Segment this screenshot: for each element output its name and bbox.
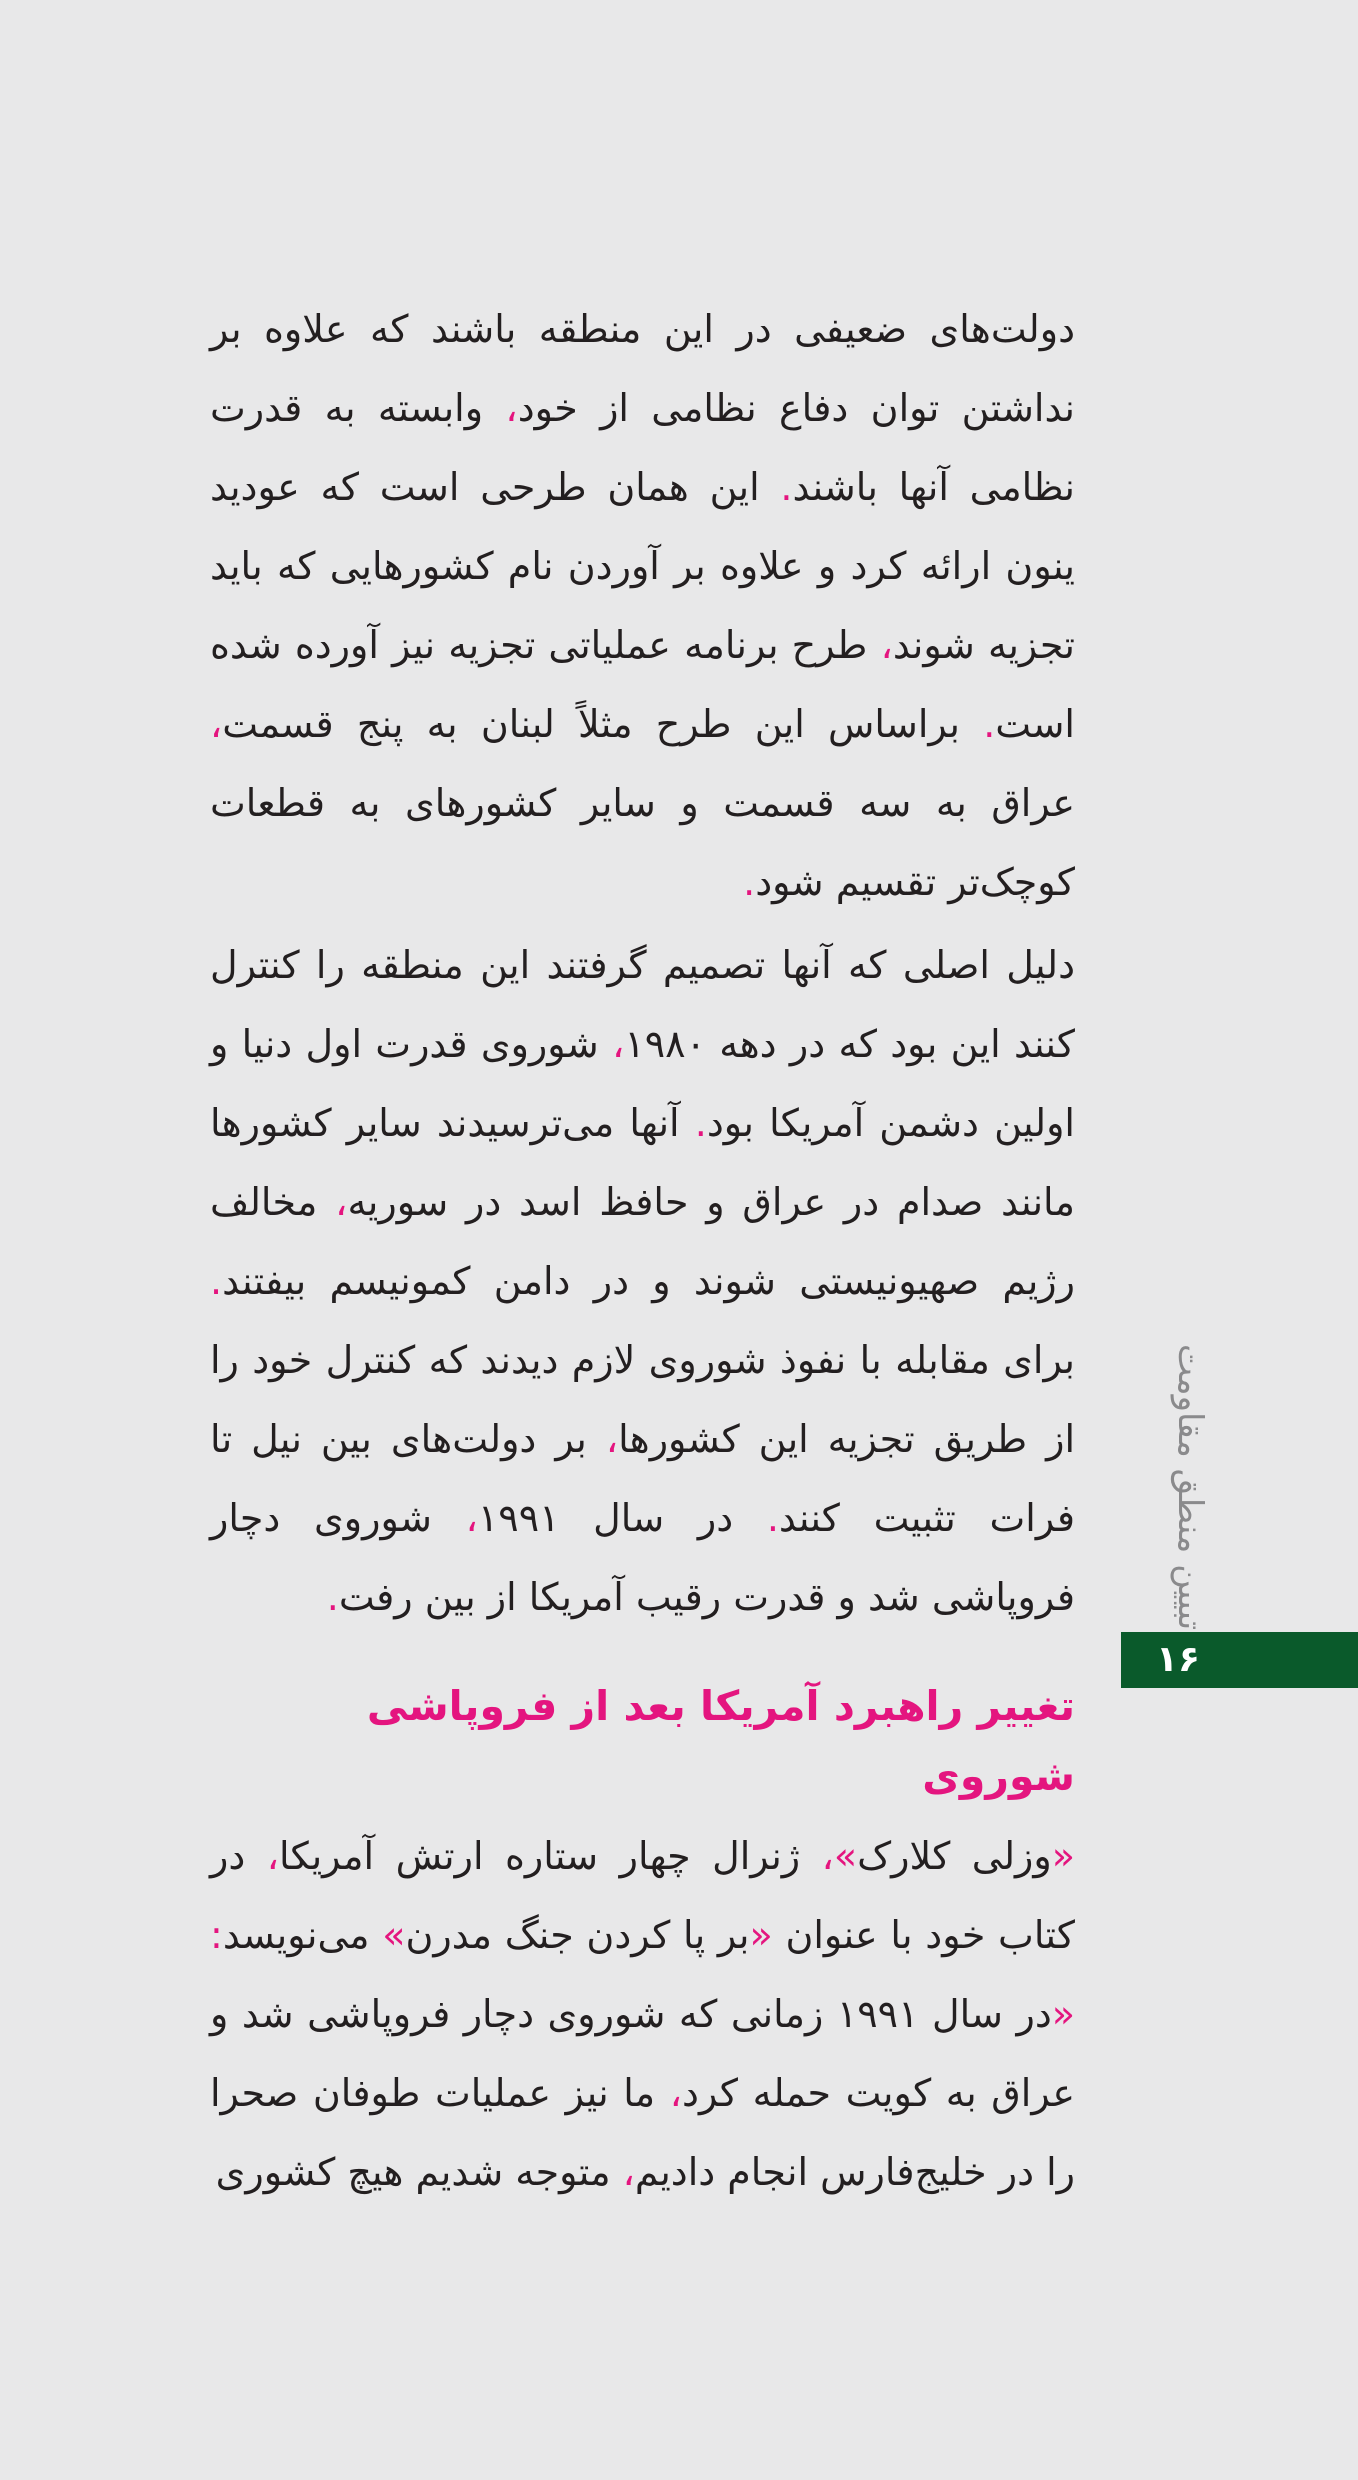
paragraph-3: «وزلی کلارک»، ژنرال چهار ستاره ارتش آمریکا، در کتاب خود با عنوان «بر پا کردن جنگ مدرن» می‌نویسد: «در سال ۱۹۹۱ زمانی که شوروی دچار فروپاشی شد و عراق به کویت حمله کرد، ما نیز عملیات طوفان صحرا را در خلیج‌فارس انجام دادیم، متوجه شدیم هیچ کشوری [210, 1834, 1075, 2194]
body-text [210, 290, 1075, 2216]
running-title: تبیین منطق مقاومت [1170, 1343, 1210, 1630]
paragraph-2: دلیل اصلی که آنها تصمیم گرفتند این منطقه را کنترل کنند این بود که در دهه ۱۹۸۰، شوروی قدرت اول دنیا و اولین دشمن آمریکا بود. آنها می‌ترسیدند سایر کشورها مانند صدام در عراق و حافظ اسد در سوریه، مخالف رژیم صهیونیستی شوند و در دامن کمونیسم بیفتند. برای مقابله با نفوذ شوروی لازم دیدند که کنترل خود را از طریق تجزیه این کشورها، بر دولت‌های بین نیل تا فرات تثبیت کنند. در سال ۱۹۹۱، شوروی دچار فروپاشی شد و قدرت رقیب آمریکا از بین رفت. [210, 943, 1075, 1619]
paragraph-1: دولت‌های ضعیفی در این منطقه باشند که علاوه بر نداشتن توان دفاع نظامی از خود، وابسته به قدرت نظامی آنها باشند. این همان طرحی است که عودید ینون ارائه کرد و علاوه بر آوردن نام کشورهایی که باید تجزیه شوند، طرح برنامه عملیاتی تجزیه نیز آورده شده است. براساس این طرح مثلاً لبنان به پنج قسمت، عراق به سه قسمت و سایر کشورهای به قطعات کوچک‌تر تقسیم شود. [210, 307, 1076, 904]
page-number: ۱۶ [1156, 1639, 1200, 1680]
section-heading: تغییر راهبرد آمریکا بعد از فروپاشی شوروی [366, 1682, 1075, 1800]
